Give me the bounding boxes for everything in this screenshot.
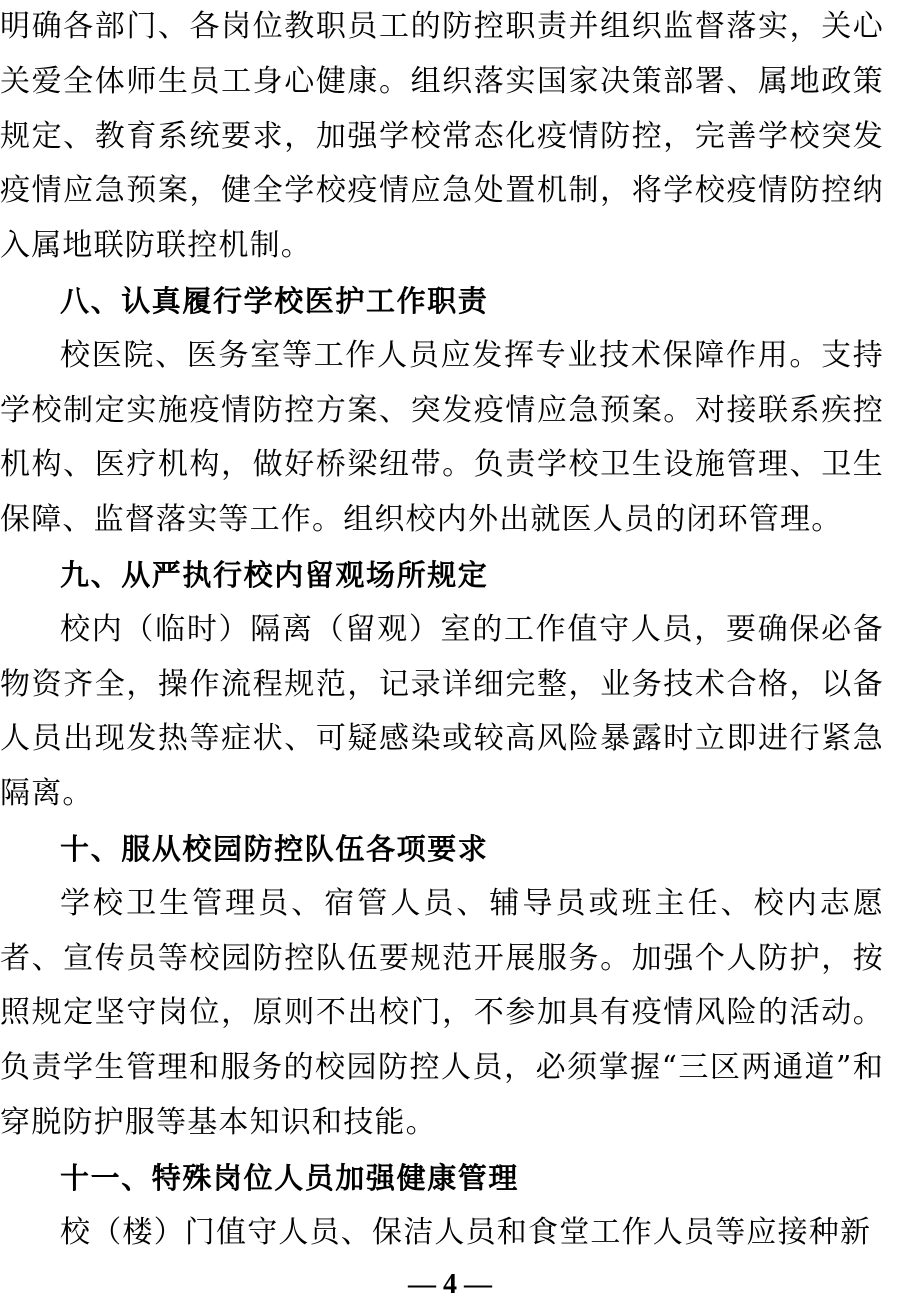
paragraph-section-9: 校内（临时）隔离（留观）室的工作值守人员，要确保必备物资齐全，操作流程规范，记录详细完整，业务技术合格，以备人员出现发热等症状、可疑感染或较高风险暴露时立即进行紧急隔离。 xyxy=(0,611,884,812)
section-heading-9: 九、从严执行校内留观场所规定 xyxy=(60,557,489,592)
paragraph-continued: 明确各部门、各岗位教职员工的防控职责并组织监督落实，关心关爱全体师生员工身心健康。组织落实国家决策部署、属地政策规定、教育系统要求，加强学校常态化疫情防控，完善学校突发疫情应急预案，健全学校疫情应急处置机制，将学校疫情防控纳入属地联防联控机制。 xyxy=(0,9,884,264)
section-heading-8: 八、认真履行学校医护工作职责 xyxy=(60,283,489,318)
paragraph-section-10: 学校卫生管理员、宿管人员、辅导员或班主任、校内志愿者、宣传员等校园防控队伍要规范开展服务。加强个人防护，按照规定坚守岗位，原则不出校门，不参加具有疫情风险的活动。负责学生管理和服务的校园防控人员，必须掌握“三区两通道”和穿脱防护服等基本知识和技能。 xyxy=(0,885,884,1140)
page-number: — 4 — xyxy=(408,1269,492,1300)
paragraph-section-8: 校医院、医务室等工作人员应发挥专业技术保障作用。支持学校制定实施疫情防控方案、突发疫情应急预案。对接联系疾控机构、医疗机构，做好桥梁纽带。负责学校卫生设施管理、卫生保障、监督落实等工作。组织校内外出就医人员的闭环管理。 xyxy=(0,337,884,538)
section-heading-10: 十、服从校园防控队伍各项要求 xyxy=(60,831,489,866)
section-heading-11: 十一、特殊岗位人员加强健康管理 xyxy=(60,1160,520,1195)
paragraph-section-11: 校（楼）门值守人员、保洁人员和食堂工作人员等应接种新 xyxy=(60,1214,872,1250)
